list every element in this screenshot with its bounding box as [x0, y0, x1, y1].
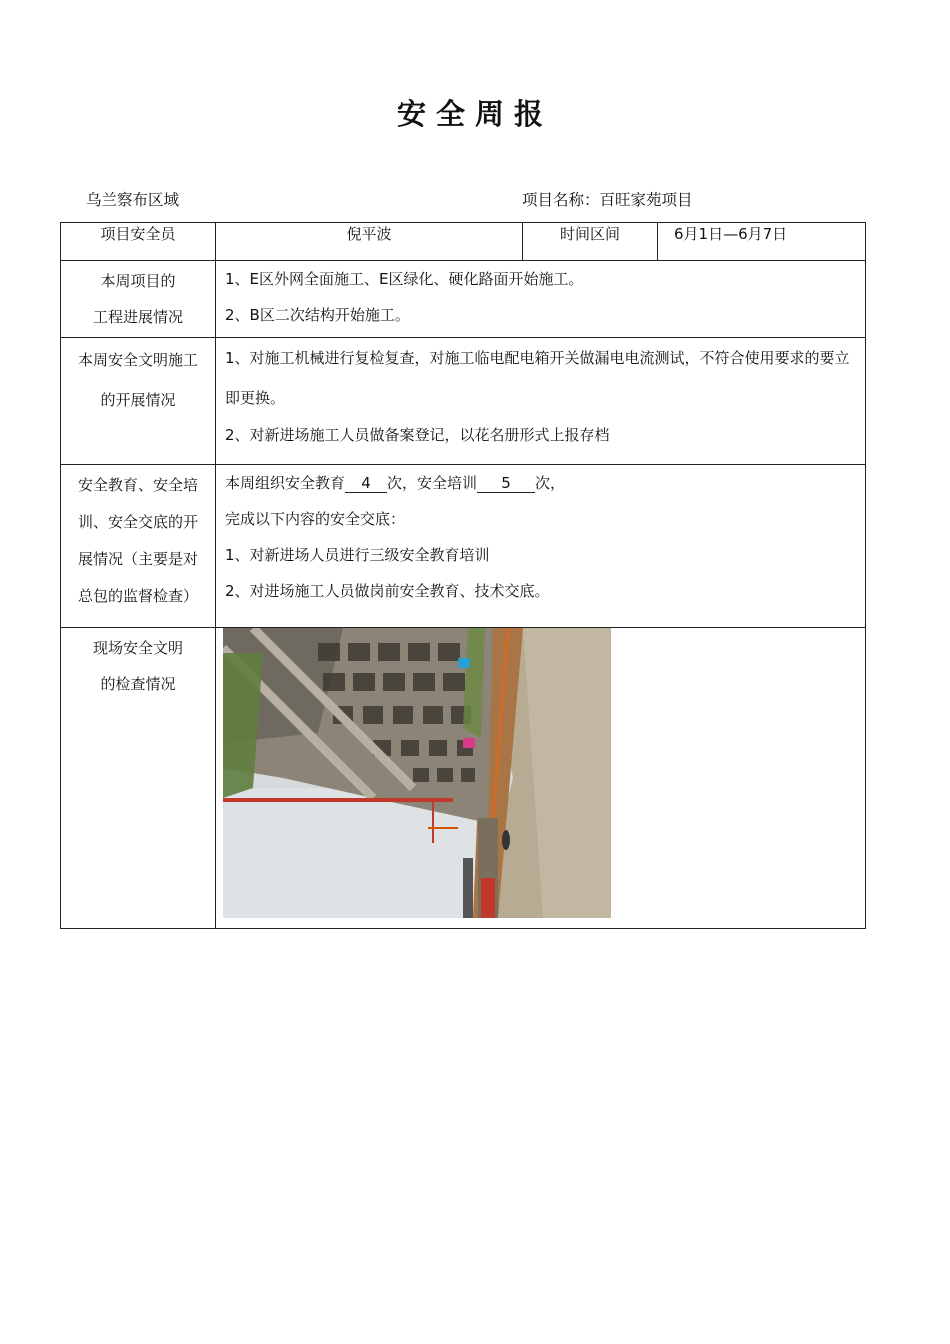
inspection-label-line: 现场安全文明: [92, 639, 183, 657]
region-label: 乌兰察布区域: [86, 191, 180, 209]
education-label-line: 安全教育、安全培: [77, 476, 198, 494]
progress-item: 1、E区外网全面施工、E区绿化、硬化路面开始施工。: [225, 270, 584, 288]
civilized-content: [216, 338, 866, 465]
education-prefix: 本周组织安全教育: [225, 474, 346, 492]
site-photo: [223, 628, 611, 918]
education-suffix: 次，: [535, 474, 566, 492]
progress-label: [61, 261, 216, 338]
page-title: 安全周报: [396, 97, 553, 131]
civilized-label-line: 本周安全文明施工: [77, 351, 198, 369]
training-count: 5: [477, 474, 535, 493]
education-row: [61, 465, 866, 628]
weekly-report-table: [60, 222, 866, 929]
period-value: 6月1日—6月7日: [658, 223, 866, 261]
education-label: [61, 465, 216, 628]
civilized-item: 2、对新进场施工人员做备案登记，以花名册形式上报存档: [225, 426, 610, 444]
education-label-line: 训、安全交底的开: [77, 513, 198, 531]
period-label: 时间区间: [523, 223, 658, 261]
inspection-label-line: 的检查情况: [100, 675, 176, 693]
progress-content: [216, 261, 866, 338]
education-item: 2、对进场施工人员做岗前安全教育、技术交底。: [225, 582, 550, 600]
project-name: 项目名称：百旺家苑项目: [522, 191, 693, 209]
officer-name: 倪平波: [216, 223, 523, 261]
education-line2: 完成以下内容的安全交底：: [225, 510, 406, 528]
civilized-item: 1、对施工机械进行复检复查，对施工临电配电箱开关做漏电电流测试，不符合使用要求的要立即更换。: [225, 349, 850, 407]
education-mid: 次，安全培训: [387, 474, 478, 492]
progress-label-line: 本周项目的: [100, 272, 176, 290]
header-row: [61, 223, 866, 261]
civilized-row: [61, 338, 866, 465]
education-summary: [225, 465, 859, 501]
progress-label-line: 工程进展情况: [92, 308, 183, 326]
civilized-label-line: 的开展情况: [100, 391, 176, 409]
education-content: [216, 465, 866, 628]
education-count: 4: [345, 474, 387, 493]
progress-item: 2、B区二次结构开始施工。: [225, 306, 410, 324]
education-item: 1、对新进场人员进行三级安全教育培训: [225, 546, 490, 564]
inspection-label: [61, 628, 216, 929]
inspection-content: [216, 628, 866, 929]
civilized-label: [61, 338, 216, 465]
education-label-line: 展情况（主要是对: [77, 550, 198, 568]
education-label-line: 总包的监督检查）: [77, 587, 198, 605]
inspection-row: [61, 628, 866, 929]
officer-label: 项目安全员: [61, 223, 216, 261]
progress-row: [61, 261, 866, 338]
